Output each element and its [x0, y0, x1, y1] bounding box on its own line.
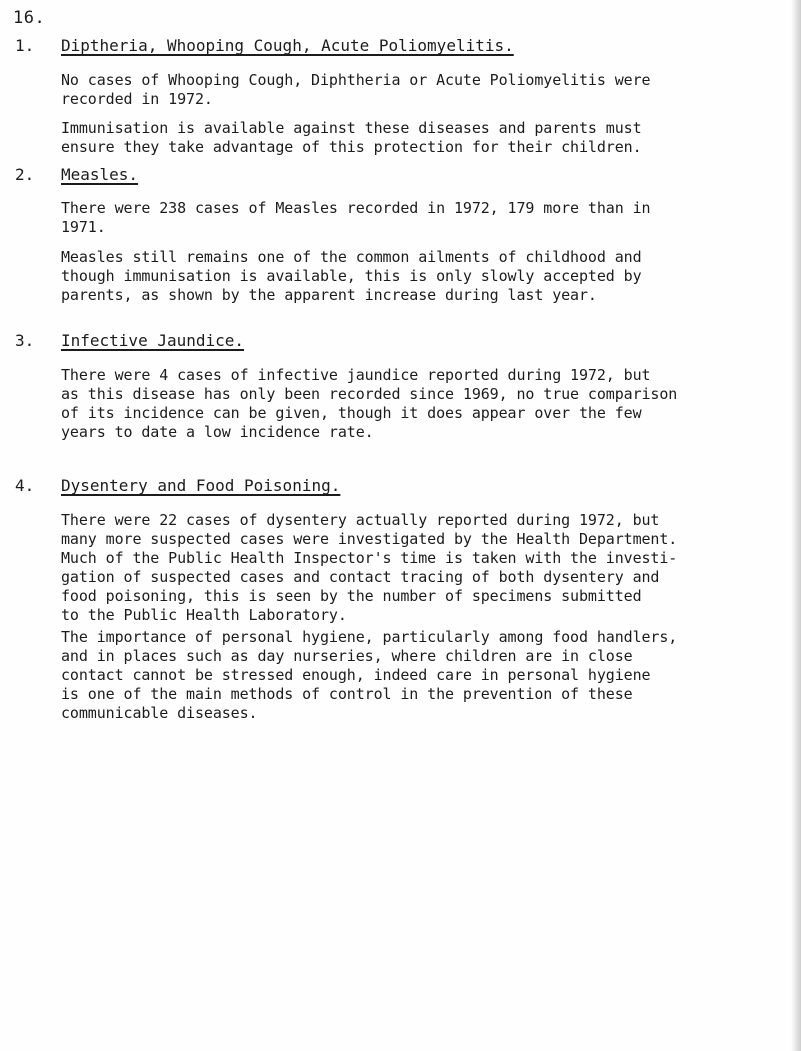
paragraph: The importance of personal hygiene, particularly among food handlers, and in places such as day nurseries, where children are in close contact cannot be stressed enough, indeed care in personal hygiene is one of the main methods of control in the prevention of these communicable diseases.	[61, 628, 678, 722]
section-heading: Dysentery and Food Poisoning.	[61, 476, 341, 495]
section-heading: Measles.	[61, 165, 139, 184]
paragraph: Measles still remains one of the common ailments of childhood and though immunisation is available, this is only slowly accepted by parents, as shown by the apparent increase during last year.	[61, 248, 642, 304]
section-number: 4.	[15, 476, 35, 495]
paragraph: Immunisation is available against these diseases and parents must ensure they take advantage of this protection for their children.	[61, 119, 642, 156]
paragraph: No cases of Whooping Cough, Diphtheria or Acute Poliomyelitis were recorded in 1972.	[61, 71, 651, 108]
section-number: 2.	[15, 165, 35, 184]
page-number: 16.	[13, 8, 46, 28]
paragraph: There were 238 cases of Measles recorded in 1972, 179 more than in 1971.	[61, 199, 651, 236]
page-edge-shadow	[791, 0, 801, 1051]
section-heading: Diptheria, Whooping Cough, Acute Poliomyelitis.	[61, 36, 514, 55]
section-number: 1.	[15, 36, 35, 55]
paragraph: There were 4 cases of infective jaundice reported during 1972, but as this disease has only been recorded since 1969, no true comparison of its incidence can be given, though it does appear over the few years to date a low incidence rate.	[61, 366, 678, 441]
section-heading: Infective Jaundice.	[61, 331, 245, 350]
section-number: 3.	[15, 331, 35, 350]
paragraph: There were 22 cases of dysentery actually reported during 1972, but many more suspected cases were investigated by the Health Department. Much of the Public Health Inspector's time is taken with the investi- gation of suspected cases and contact tracing of both dysentery and food poisoning, this is seen by the number of specimens submitted to the Public Health Laboratory.	[61, 511, 678, 624]
